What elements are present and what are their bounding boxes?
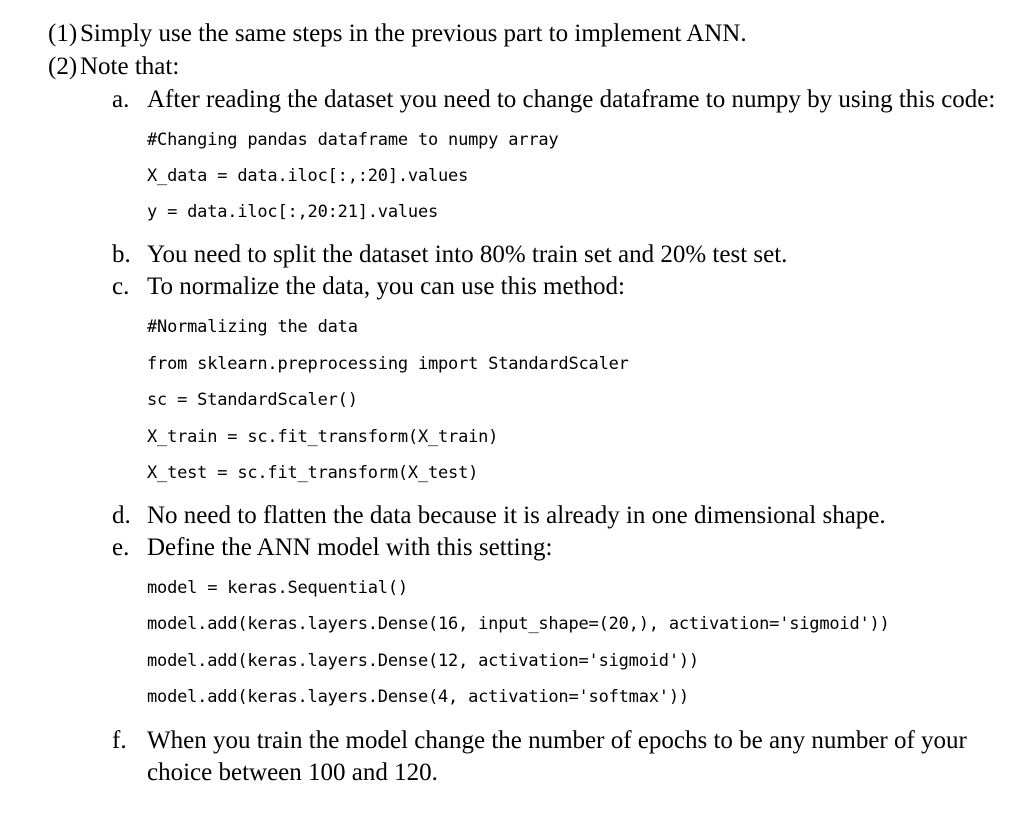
note-e-letter: e. <box>112 534 130 561</box>
step-2-number: (2) <box>48 53 78 80</box>
note-f-text-line1: When you train the model change the number of epochs to be any number of your <box>147 727 967 754</box>
code-line: #Changing pandas dataframe to numpy array <box>147 130 559 150</box>
note-b-letter: b. <box>112 241 131 268</box>
step-1-number: (1) <box>48 20 78 47</box>
step-1-text: Simply use the same steps in the previous part to implement ANN. <box>80 20 747 47</box>
code-line: from sklearn.preprocessing import StandardScaler <box>147 354 629 374</box>
note-c-letter: c. <box>112 273 130 300</box>
note-f-letter: f. <box>112 727 127 754</box>
note-f-text-line2: choice between 100 and 120. <box>147 759 438 786</box>
code-line: X_test = sc.fit_transform(X_test) <box>147 463 479 483</box>
code-line: model = keras.Sequential() <box>147 578 408 598</box>
code-line: sc = StandardScaler() <box>147 390 358 410</box>
code-line: X_train = sc.fit_transform(X_train) <box>147 427 499 447</box>
code-line: y = data.iloc[:,20:21].values <box>147 202 439 222</box>
code-line: model.add(keras.layers.Dense(4, activation='softmax')) <box>147 687 689 707</box>
note-a-letter: a. <box>112 86 130 113</box>
note-e-text: Define the ANN model with this setting: <box>147 534 553 561</box>
code-line: model.add(keras.layers.Dense(12, activation='sigmoid')) <box>147 651 699 671</box>
note-b-text: You need to split the dataset into 80% train set and 20% test set. <box>147 241 788 268</box>
code-line: #Normalizing the data <box>147 317 358 337</box>
note-d-letter: d. <box>112 502 131 529</box>
note-a-text: After reading the dataset you need to change dataframe to numpy by using this code: <box>147 86 996 113</box>
code-line: model.add(keras.layers.Dense(16, input_shape=(20,), activation='sigmoid')) <box>147 614 890 634</box>
step-2-text: Note that: <box>80 53 180 80</box>
note-c-text: To normalize the data, you can use this method: <box>147 273 625 300</box>
code-line: X_data = data.iloc[:,:20].values <box>147 166 469 186</box>
note-d-text: No need to flatten the data because it is already in one dimensional shape. <box>147 502 886 529</box>
